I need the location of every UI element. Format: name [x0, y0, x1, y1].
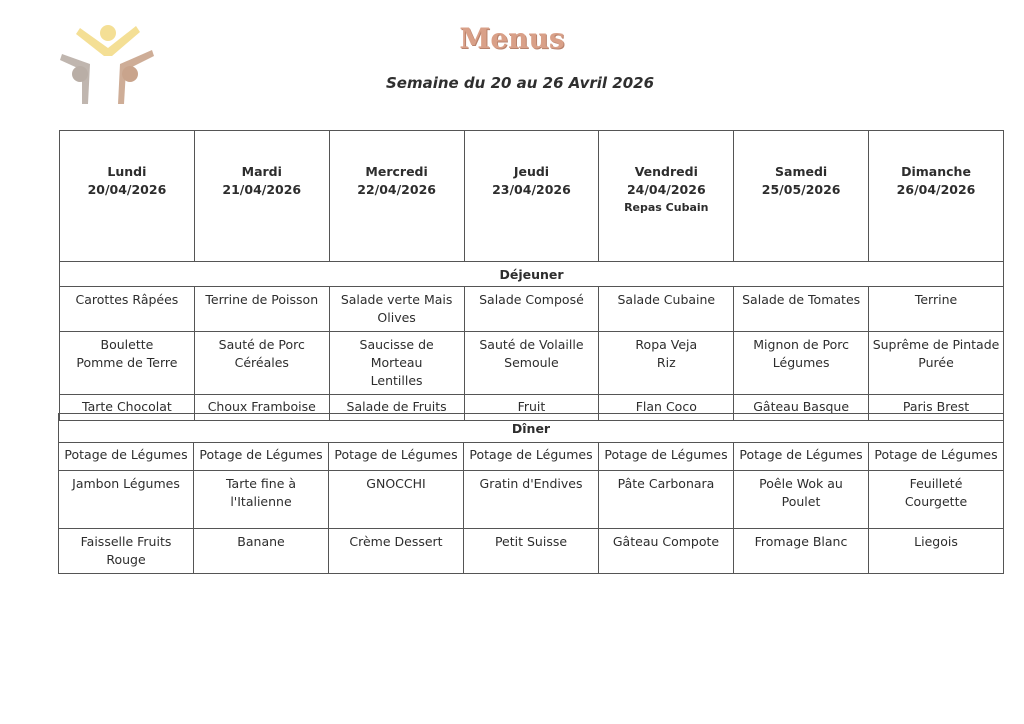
dish-text: Crème Dessert [349, 534, 443, 549]
menu-cell [60, 332, 195, 395]
menu-cell [329, 332, 464, 395]
lunch-section-row [60, 262, 1004, 287]
menu-cell [869, 443, 1004, 471]
dish-text: Saucisse de Morteau Lentilles [359, 337, 434, 388]
menu-cell [869, 287, 1004, 332]
week-subtitle: Semaine du 20 au 26 Avril 2026 [385, 74, 654, 92]
dish-text: Salade de Tomates [742, 292, 861, 307]
dish-text: Boulette Pomme de Terre [76, 337, 178, 370]
menu-cell [869, 332, 1004, 395]
dish-text: Salade Cubaine [617, 292, 716, 307]
dish-text: Flan Coco [635, 399, 697, 414]
dish-text: Potage de Légumes [64, 447, 188, 462]
dish-text: Salade verte Mais Olives [340, 292, 453, 325]
page-title: Menus [459, 22, 565, 55]
menu-cell [734, 443, 869, 471]
menu-cell [599, 332, 734, 395]
dish-text: Potage de Légumes [604, 447, 728, 462]
menu-cell [464, 443, 599, 471]
dish-text: Sauté de Volaille Semoule [479, 337, 584, 370]
days-header-row [60, 131, 1004, 262]
menu-cell [599, 471, 734, 529]
menu-cell [464, 471, 599, 529]
day-date: 21/04/2026 [222, 182, 302, 197]
day-header [734, 131, 869, 262]
day-name: Vendredi [634, 164, 698, 179]
dish-text: Potage de Légumes [874, 447, 998, 462]
dish-text: Jambon Légumes [72, 476, 180, 491]
day-name: Samedi [775, 164, 828, 179]
menu-cell [59, 529, 194, 574]
day-date: 20/04/2026 [87, 182, 167, 197]
dish-text: Paris Brest [902, 399, 970, 414]
dinner-desserts-row [59, 529, 1004, 574]
menu-cell [329, 529, 464, 574]
dish-text: Feuilleté Courgette [904, 476, 968, 509]
dish-text: Potage de Légumes [469, 447, 593, 462]
dish-text: Fromage Blanc [754, 534, 848, 549]
menu-cell [464, 529, 599, 574]
lunch-mains-row [60, 332, 1004, 395]
dish-text: Choux Framboise [207, 399, 316, 414]
dish-text: Potage de Légumes [334, 447, 458, 462]
menu-cell [59, 443, 194, 471]
menu-cell [599, 443, 734, 471]
dish-text: Potage de Légumes [739, 447, 863, 462]
menu-cell [599, 529, 734, 574]
dish-text: Poêle Wok au Poulet [759, 476, 843, 509]
dish-text: Gratin d'Endives [479, 476, 583, 491]
dish-text: Ropa Veja Riz [635, 337, 698, 370]
day-header [464, 131, 599, 262]
dish-text: Liegois [914, 534, 958, 549]
day-header [60, 131, 195, 262]
dish-text: Tarte Chocolat [82, 399, 172, 414]
menu-cell [194, 471, 329, 529]
dish-text: Carottes Râpées [75, 292, 179, 307]
menu-cell [734, 529, 869, 574]
day-date: 24/04/2026 [626, 182, 706, 197]
day-date: 25/05/2026 [761, 182, 841, 197]
lunch-starters-row [60, 287, 1004, 332]
lunch-section-label: Déjeuner [60, 262, 1004, 287]
day-header [869, 131, 1004, 262]
dish-text: Gâteau Compote [612, 534, 720, 549]
menu-cell [194, 529, 329, 574]
menu-cell [599, 287, 734, 332]
dish-text: Potage de Légumes [199, 447, 323, 462]
dish-text: Suprême de Pintade Purée [872, 337, 1000, 370]
dish-text: Salade de Fruits [346, 399, 447, 414]
dish-text: Petit Suisse [494, 534, 568, 549]
menu-cell [194, 443, 329, 471]
menu-cell [329, 471, 464, 529]
dish-text: Pâte Carbonara [617, 476, 715, 491]
dinner-soups-row [59, 443, 1004, 471]
menu-cell [869, 529, 1004, 574]
dish-text: GNOCCHI [366, 476, 426, 491]
dish-text: Mignon de Porc Légumes [753, 337, 849, 370]
dish-text: Gâteau Basque [753, 399, 850, 414]
menu-cell [869, 471, 1004, 529]
day-date: 26/04/2026 [896, 182, 976, 197]
day-name: Mercredi [365, 164, 428, 179]
dish-text: Fruit [517, 399, 546, 414]
dish-text: Banane [237, 534, 285, 549]
dinner-section-label: Dîner [59, 414, 1004, 443]
menu-cell [194, 287, 329, 332]
menu-cell [59, 471, 194, 529]
dinner-table [58, 413, 1004, 574]
day-name: Jeudi [513, 164, 550, 179]
dish-text: Terrine de Poisson [205, 292, 319, 307]
dish-text: Terrine [914, 292, 958, 307]
menu-cell [329, 443, 464, 471]
day-header [599, 131, 734, 262]
day-date: 23/04/2026 [492, 182, 571, 197]
dish-text: Sauté de Porc Céréales [218, 337, 305, 370]
menu-cell [60, 287, 195, 332]
dinner-mains-row [59, 471, 1004, 529]
day-name: Dimanche [901, 164, 971, 179]
menu-cell [464, 287, 599, 332]
menu-cell [734, 471, 869, 529]
menu-cell [329, 287, 464, 332]
menu-cell [734, 287, 869, 332]
dish-text: Salade Composé [479, 292, 584, 307]
lunch-table [59, 130, 1004, 421]
day-name: Mardi [241, 164, 282, 179]
dish-text: Tarte fine à l'Italienne [225, 476, 297, 509]
dish-text: Faisselle Fruits Rouge [80, 534, 172, 567]
menu-cell [734, 332, 869, 395]
day-note: Repas Cubain [624, 201, 709, 214]
day-date: 22/04/2026 [357, 182, 436, 197]
menu-cell [194, 332, 329, 395]
menu-cell [464, 332, 599, 395]
dinner-section-row [59, 414, 1004, 443]
day-name: Lundi [107, 164, 147, 179]
day-header [329, 131, 464, 262]
day-header [194, 131, 329, 262]
